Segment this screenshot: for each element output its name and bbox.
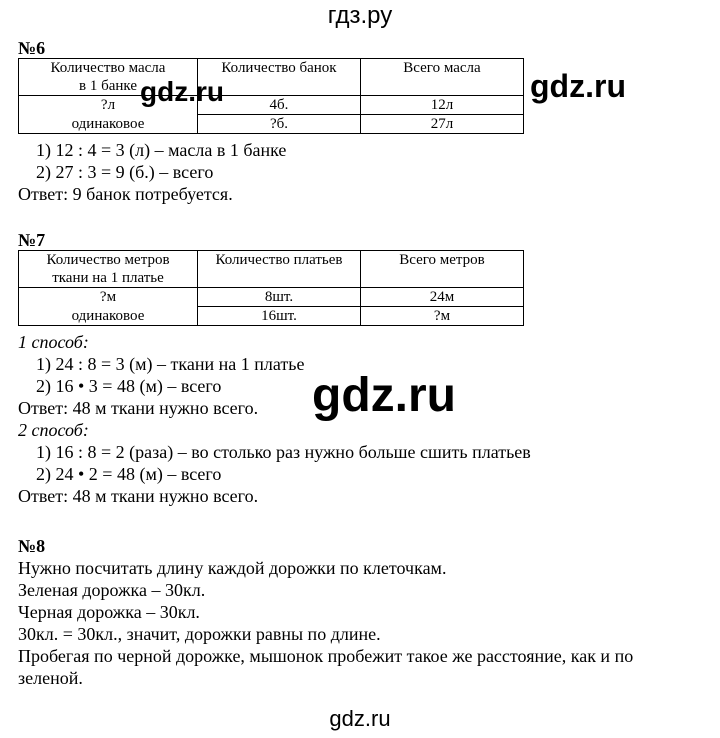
watermark-3: gdz.ru [312,369,456,422]
task6-answer: Ответ: 9 банок потребуется. [18,184,233,204]
task7-m2-answer: Ответ: 48 м ткани нужно всего. [18,486,259,506]
task6-cell-r1c3: 12л [361,96,524,115]
watermark-2: gdz.ru [530,68,626,104]
site-header: гдз.ру [327,2,393,29]
task6-col1-top: ?л [19,96,198,115]
task7-m1-step1: 1) 24 : 8 = 3 (м) – ткани на 1 платье [36,354,305,374]
task7-cell-r2c2: 16шт. [198,307,361,326]
task6-cell-r2c2: ?б. [198,115,361,134]
task7-method1-label: 1 способ: [18,332,89,352]
task6-cell-r2c3: 27л [361,115,524,134]
task7-table [18,250,524,326]
task6-col1-bottom: одинаковое [19,115,198,134]
task7-method2-label: 2 способ: [18,420,89,440]
task6-step2: 2) 27 : 3 = 9 (б.) – всего [36,162,214,182]
task6-header-3: Всего масла [361,59,524,96]
task7-col1-bottom: одинаковое [19,307,198,326]
task7-number: №7 [18,230,46,250]
task6-table [18,58,524,134]
task8-line3: Черная дорожка – 30кл. [18,602,200,622]
task8-line6: зеленой. [18,668,83,688]
task7-col1-top: ?м [19,288,198,307]
task7-cell-r1c3: 24м [361,288,524,307]
task7-m2-step1: 1) 16 : 8 = 2 (раза) – во столько раз нужно больше сшить платьев [36,442,531,462]
task7-m1-step2: 2) 16 • 3 = 48 (м) – всего [36,376,222,396]
watermark-1: gdz.ru [140,76,224,107]
task7-header-3: Всего метров [361,251,524,288]
task6-cell-r1c2: 4б. [198,96,361,115]
task7-cell-r1c2: 8шт. [198,288,361,307]
task8-line2: Зеленая дорожка – 30кл. [18,580,206,600]
task6-number: №6 [18,38,46,58]
task8-line4: 30кл. = 30кл., значит, дорожки равны по длине. [18,624,381,644]
task7-m2-step2: 2) 24 • 2 = 48 (м) – всего [36,464,222,484]
task7-cell-r2c3: ?м [361,307,524,326]
task6-header-1-text: Количество масла в 1 банке [50,60,166,94]
task7-header-1-text: Количество метров ткани на 1 платье [46,252,170,286]
task7-header-1 [19,251,198,288]
task7-header-2: Количество платьев [198,251,361,288]
task7-m1-answer: Ответ: 48 м ткани нужно всего. [18,398,259,418]
task6-step1: 1) 12 : 4 = 3 (л) – масла в 1 банке [36,140,287,160]
task8-line5: Пробегая по черной дорожке, мышонок пробежит такое же расстояние, как и по [18,646,634,666]
task6-header-2: Количество банок [198,59,361,96]
task8-number: №8 [18,536,46,556]
task8-line1: Нужно посчитать длину каждой дорожки по клеточкам. [18,558,447,578]
site-footer: gdz.ru [329,706,391,731]
